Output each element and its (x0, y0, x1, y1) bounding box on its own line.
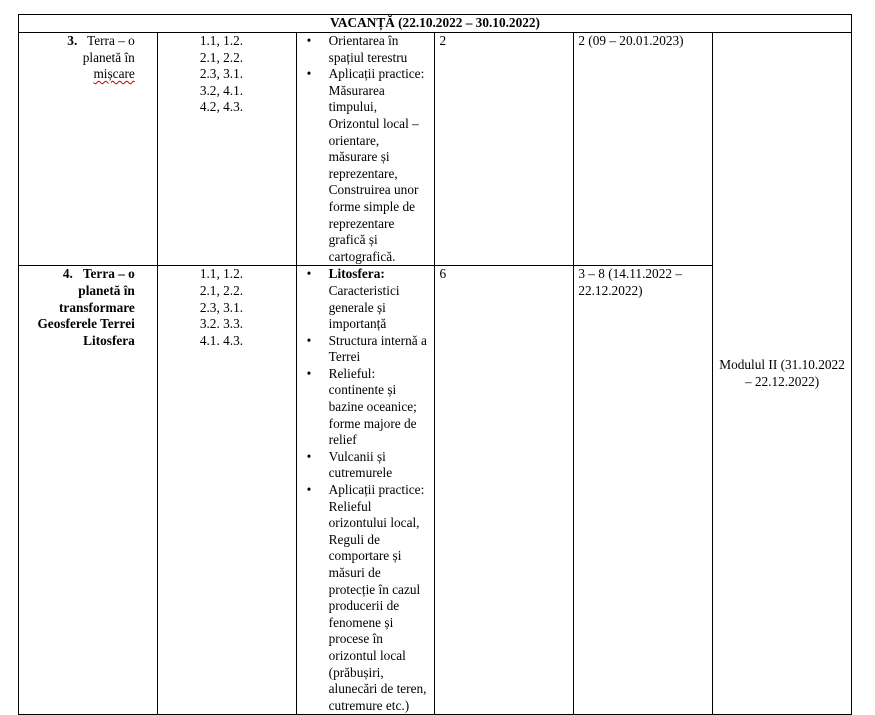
hours-cell: 6 (435, 266, 574, 715)
unit-title-line: Litosfera (83, 332, 135, 348)
unit-number: 3. (67, 33, 78, 48)
planning-table (18, 14, 852, 715)
list-item: • Structura internă a Terrei (329, 333, 431, 366)
contents-list (299, 266, 431, 714)
competence-line: 4.1. 4.3. (199, 332, 244, 348)
competence-line: 2.3, 3.1. (199, 299, 244, 315)
competence-line: 2.3, 3.1. (199, 66, 244, 82)
competence-line: 2.1, 2.2. (199, 282, 244, 298)
unit-title-line: Terra – o (87, 33, 135, 48)
list-item: • Aplicații practice: Relieful orizontului local, Reguli de comportare și măsuri de protecție în cazul producerii de fenomene și procese în orizontul local (prăbușiri, alunecări de teren, cutremure etc.) (329, 482, 431, 714)
competence-line: 3.2. 3.3. (199, 316, 244, 332)
unit-title-cell (19, 266, 158, 715)
competence-line: 3.2, 4.1. (199, 82, 244, 98)
list-item: • Orientarea în spațiul terestru (329, 33, 431, 66)
list-item: • Relieful: continente și bazine oceanice; forme majore de relief (329, 366, 431, 449)
competence-line: 2.1, 2.2. (199, 49, 244, 65)
module-cell: Modulul II (31.10.2022 – 22.12.2022) (713, 33, 852, 715)
table-row (19, 33, 852, 266)
competence-line: 1.1, 1.2. (199, 266, 244, 282)
hours-cell: 2 (435, 33, 574, 266)
week-cell: 3 – 8 (14.11.2022 – 22.12.2022) (574, 266, 713, 715)
unit-title-line: mișcare (93, 66, 135, 82)
week-cell: 2 (09 – 20.01.2023) (574, 33, 713, 266)
unit-title-line: Terra – o (82, 266, 135, 282)
competences-cell (157, 266, 296, 715)
list-item (329, 266, 431, 332)
list-item: • Vulcanii și cutremurele (329, 449, 431, 482)
unit-number: 4. (62, 266, 73, 282)
contents-cell (296, 33, 435, 266)
contents-list (299, 33, 431, 265)
unit-title-cell (19, 33, 158, 266)
competence-line: 4.2, 4.3. (199, 99, 244, 115)
competence-line: 1.1, 1.2. (199, 33, 244, 48)
contents-text: Caracteristici generale și importanță (328, 282, 400, 332)
vacation-header: VACANȚĂ (22.10.2022 – 30.10.2022) (19, 15, 852, 33)
unit-title-line: Geosferele Terrei (37, 316, 135, 332)
unit-title-line: transformare (59, 299, 135, 315)
contents-heading: Litosfera: (328, 266, 385, 282)
competences-cell (157, 33, 296, 266)
unit-title-line: planetă în (78, 282, 135, 298)
list-item: • Aplicații practice: Măsurarea timpului, Orizontul local – orientare, măsurare și reprezentare, Construirea unor forme simple de reprezentare grafică și cartografică. (329, 66, 431, 265)
contents-cell (296, 266, 435, 715)
unit-title-line: planetă în (82, 49, 135, 65)
